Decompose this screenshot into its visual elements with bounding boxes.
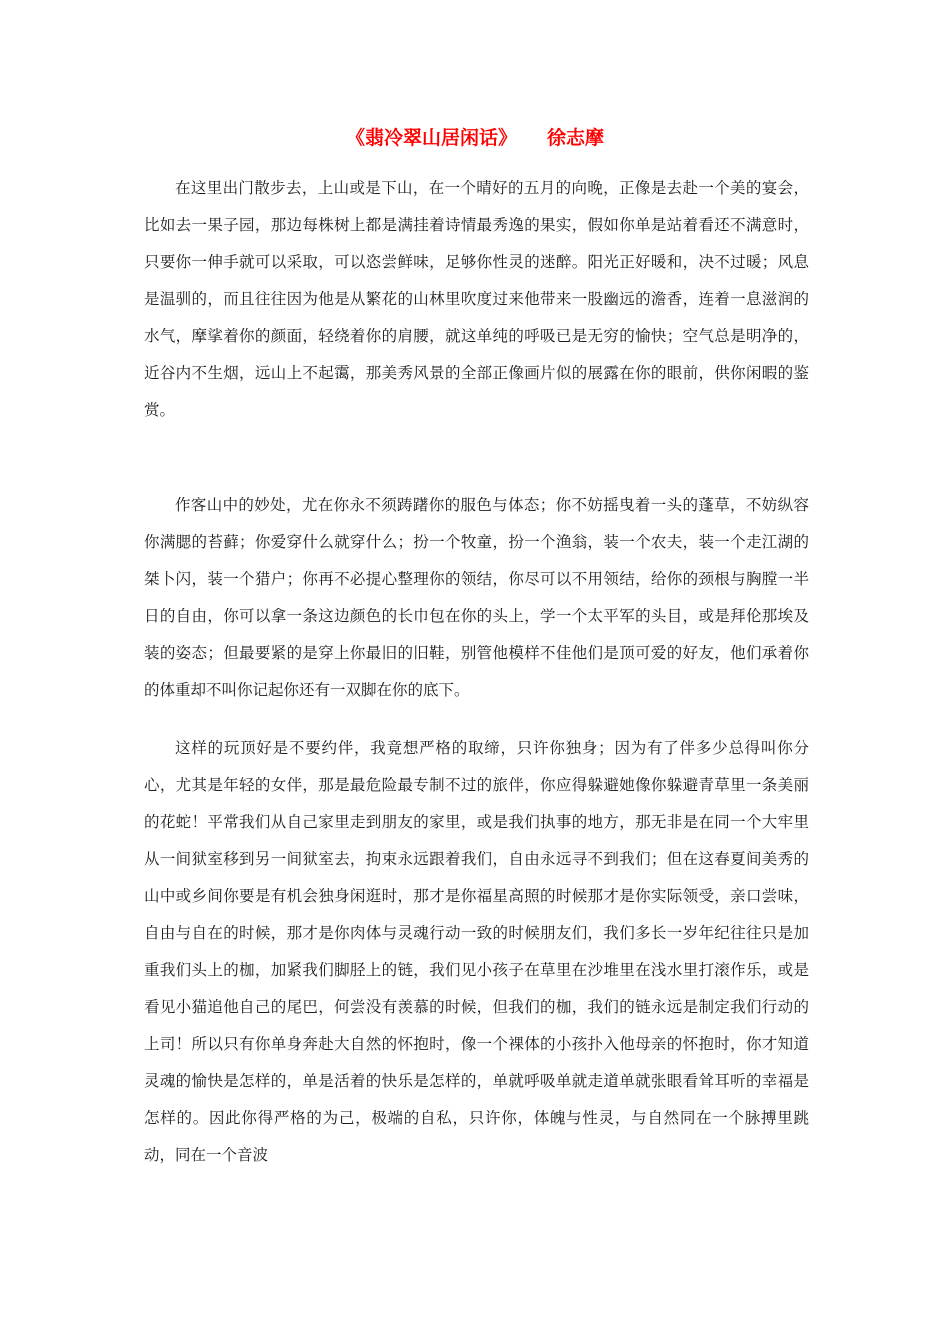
paragraph-3: 这样的玩顶好是不要约伴，我竟想严格的取缔，只许你独身；因为有了伴多少总得叫你分心，尤其是年轻的女伴，那是最危险最专制不过的旅伴，你应得躲避她像你躲避青草里一条美丽的花蛇！平常我们从自己家里走到朋友的家里，或是我们执事的地方，那无非是在同一个大牢里从一间狱室移到另一间狱室去，拘束永远跟着我们，自由永远寻不到我们；但在这春夏间美秀的山中或乡间你要是有机会独身闲逛时，那才是你福星高照的时候那才是你实际领受，亲口尝味，自由与自在的时候，那才是你肉体与灵魂行动一致的时候朋友们，我们多长一岁年纪往往只是加重我们头上的枷，加紧我们脚胫上的链，我们见小孩子在草里在沙堆里在浅水里打滚作乐，或是看见小猫追他自己的尾巴，何尝没有羡慕的时候，但我们的枷，我们的链永远是制定我们行动的上司！所以只有你单身奔赴大自然的怀抱时，像一个裸体的小孩扑入他母亲的怀抱时，你才知道灵魂的愉快是怎样的，单是活着的快乐是怎样的，单就呼吸单就走道单就张眼看耸耳听的幸福是怎样的。因此你得严格的为己，极端的自私，只许你，体魄与性灵，与自然同在一个脉搏里跳动，同在一个音波: [144, 739, 809, 1164]
paragraph-1: 在这里出门散步去，上山或是下山，在一个晴好的五月的向晚，正像是去赴一个美的宴会，比如去一果子园，那边每株树上都是满挂着诗情最秀逸的果实，假如你单是站着看还不满意时，只要你一伸手就可以采取，可以恣尝鲜味，足够你性灵的迷醉。阳光正好暖和，决不过暖；风息是温驯的，而且往往因为他是从繁花的山林里吹度过来他带来一股幽远的澹香，连着一息滋润的水气，摩挲着你的颜面，轻绕着你的肩腰，就这单纯的呼吸已是无穷的愉快；空气总是明净的，近谷内不生烟，远山上不起霭，那美秀风景的全部正像画片似的展露在你的眼前，供你闲暇的鉴赏。: [144, 179, 809, 419]
title-text: 《翡冷翠山居闲话》: [345, 127, 517, 149]
paragraph-2: 作客山中的妙处，尤在你永不须踌躇你的服色与体态；你不妨摇曳着一头的蓬草，不妨纵容你满腮的苔藓；你爱穿什么就穿什么；扮一个牧童，扮一个渔翁，装一个农夫，装一个走江湖的桀卜闪，装一个猎户；你再不必提心整理你的领结，你尽可以不用领结，给你的颈根与胸膛一半日的自由，你可以拿一条这边颜色的长巾包在你的头上，学一个太平军的头目，或是拜伦那埃及装的姿态；但最要紧的是穿上你最旧的旧鞋，别管他模样不佳他们是顶可爱的好友，他们承着你的体重却不叫你记起你还有一双脚在你的底下。: [144, 496, 809, 699]
author-name: 徐志摩: [547, 127, 605, 149]
document-title: [0, 118, 950, 158]
